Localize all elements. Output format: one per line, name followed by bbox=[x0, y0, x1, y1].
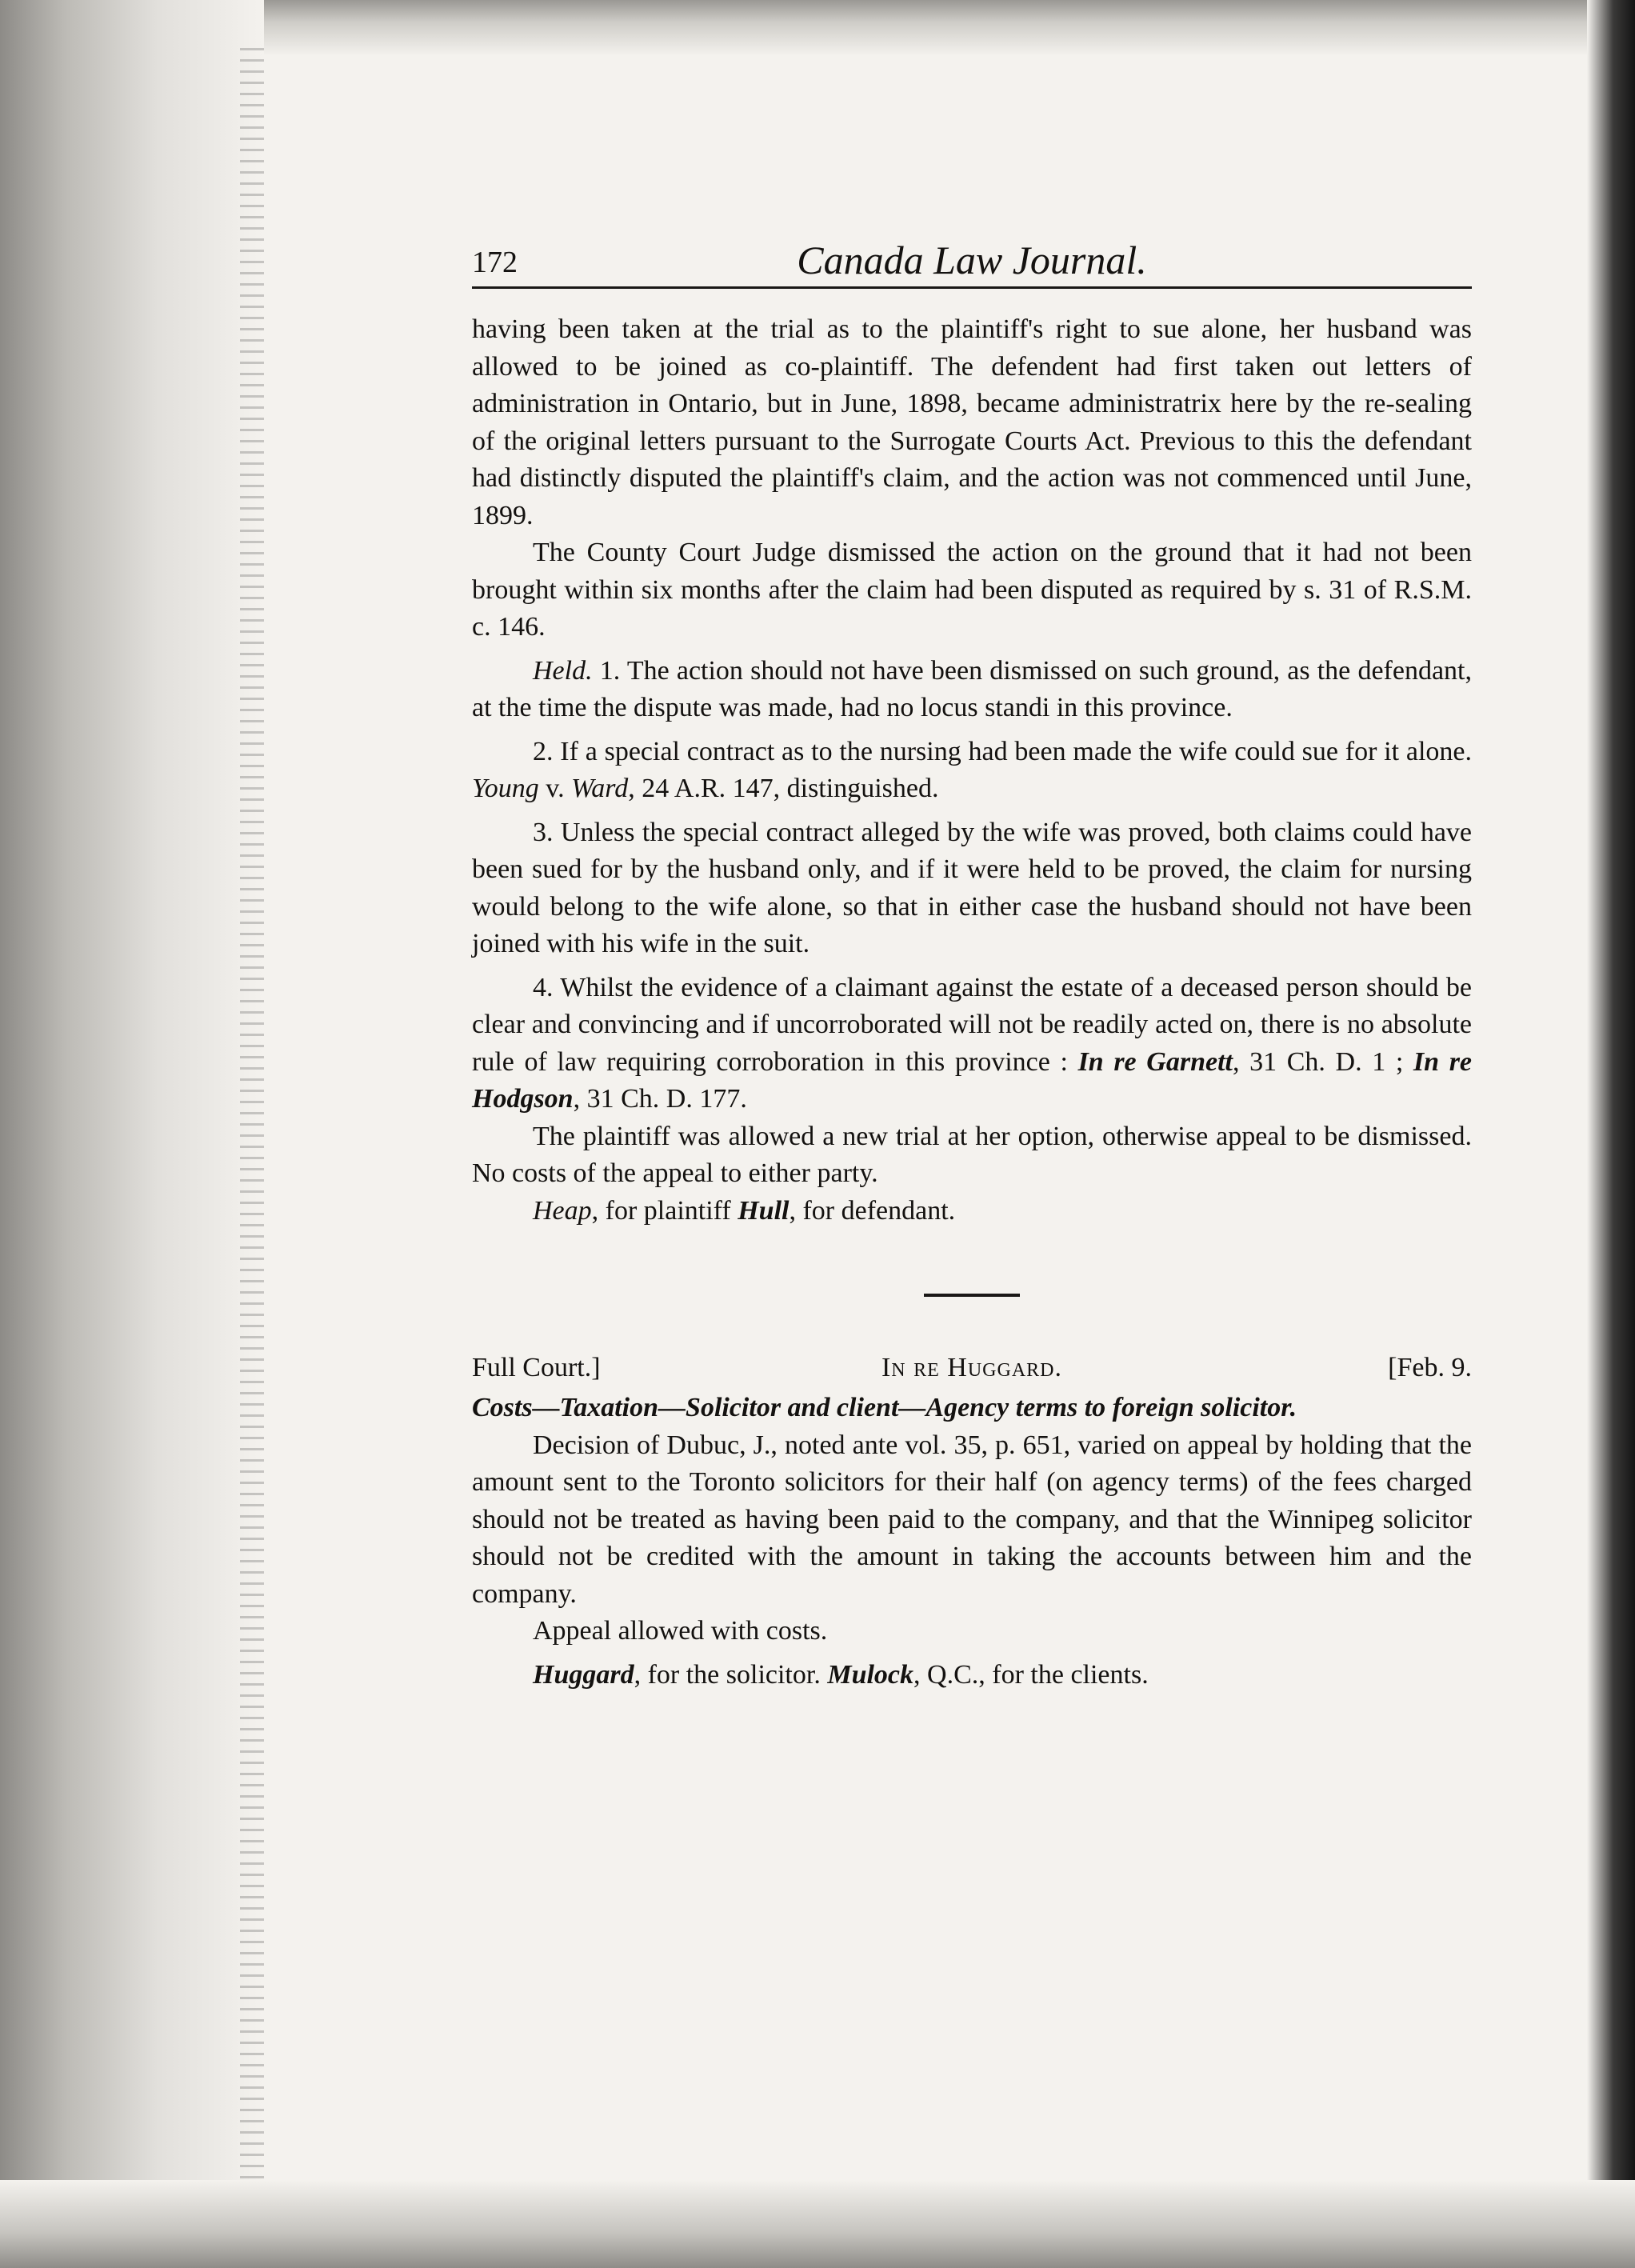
case-citation: In re Hodgson bbox=[472, 1046, 1473, 1114]
page-header bbox=[472, 232, 1472, 289]
paragraph-held-3: 3. Unless the special contract alleged by the wife was proved, both claims could have been sued for by the husband only, and if it were held to be proved, the claim for nursing would belong to the wife alone, so that in either case the husband should not have been joined with his wife in the suit. bbox=[472, 817, 1472, 958]
paragraph-held-4: 4. Whilst the evidence of a claimant against the estate of a deceased person should be clear and convincing and if uncorroborated will not be readily acted on, there is no absolute rule of law requiring corroboration in this province : In re Garnett, 31 Ch. D. 1 ; In re Hodgson, 31 Ch. D. 177. bbox=[472, 972, 1473, 1114]
report-body bbox=[472, 311, 1472, 1694]
judge-name: Dubuc bbox=[666, 1430, 740, 1460]
page-number: 172 bbox=[472, 246, 518, 279]
paragraph-held-2: 2. If a special contract as to the nursing had been made the wife could sue for it alone. Young v. Ward, 24 A.R. 147, distinguished. bbox=[472, 736, 1472, 803]
scan-binding-marks bbox=[240, 48, 264, 2224]
case-citation: Young bbox=[472, 774, 539, 803]
paragraph-county-court: The County Court Judge dismissed the action on the ground that it had not been brought within six months after the claim had been disputed as required by s. 31 of R.S.M. c. 146. bbox=[472, 538, 1472, 642]
scan-edge-left bbox=[0, 0, 264, 2268]
case-date: [Feb. 9. bbox=[1388, 1353, 1472, 1382]
case-citation: Ward bbox=[571, 774, 629, 803]
catchwords: Costs—Taxation—Solicitor and client—Agency terms to foreign solicitor. bbox=[472, 1393, 1297, 1422]
paragraph-disposition: The plaintiff was allowed a new trial at her option, otherwise appeal to be dismissed. No costs of the appeal to either party. bbox=[472, 1121, 1472, 1188]
paragraph-result: Appeal allowed with costs. bbox=[533, 1616, 828, 1646]
paragraph-continuation: having been taken at the trial as to the plaintiff's right to sue alone, her husband was allowed to be joined as co-plaintiff. The defendent had first taken out letters of administration in Ontario, but in June, 1898, became administratrix here by the re-sealing of the original letters pursuant to the Surrogate Courts Act. Previous to this the defendant had distinctly disputed the plaintiff's claim, and the action was not commenced until June, 1899. bbox=[472, 314, 1472, 530]
paragraph-counsel: Heap, for plaintiff Hull, for defendant. bbox=[533, 1195, 956, 1226]
case-citation: In re Garnett bbox=[1077, 1046, 1233, 1077]
scan-edge-right bbox=[1587, 0, 1635, 2268]
paragraph-counsel-2: Huggard, for the solicitor. Mulock, Q.C., for the clients. bbox=[533, 1659, 1149, 1690]
counsel-name: Mulock bbox=[827, 1659, 914, 1690]
case-name: In re Huggard. bbox=[881, 1353, 1063, 1382]
paragraph-held-1: Held. 1. The action should not have been dismissed on such ground, as the defendant, at the time the dispute was made, had no locus standi in this province. bbox=[472, 655, 1472, 722]
paragraph-decision: Decision of Dubuc, J., noted ante vol. 35, p. 651, varied on appeal by holding that the amount sent to the Toronto solicitors for their half (on agency terms) of the fees charged should not be treated as having been paid to the company, and that the Winnipeg solicitor should not be credited with the amount in taking the accounts between him and the company. bbox=[472, 1430, 1472, 1609]
section-separator bbox=[924, 1294, 1020, 1297]
counsel-name: Heap bbox=[533, 1195, 592, 1226]
held-label: Held. bbox=[533, 655, 593, 686]
running-title: Canada Law Journal. bbox=[797, 238, 1147, 282]
journal-page bbox=[472, 232, 1472, 1694]
case-court: Full Court.] bbox=[472, 1353, 601, 1382]
scan-edge-bottom bbox=[0, 2180, 1635, 2268]
counsel-name: Huggard bbox=[533, 1659, 634, 1690]
case-heading bbox=[472, 1350, 1472, 1390]
counsel-name: Hull bbox=[738, 1195, 790, 1226]
